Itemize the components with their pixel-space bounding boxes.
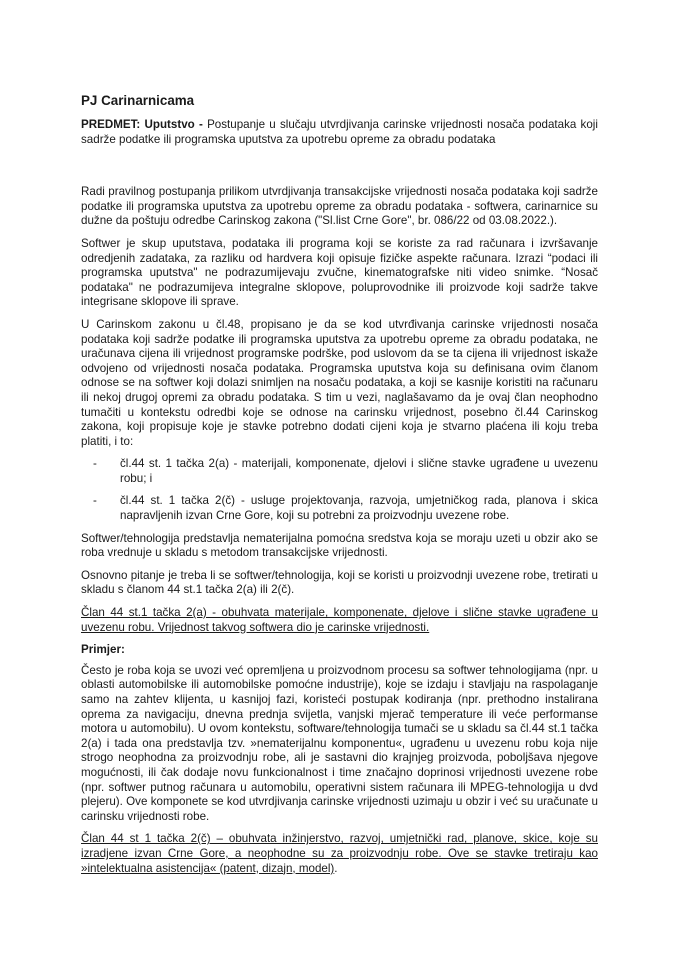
list-item-text: čl.44 st. 1 tačka 2(č) - usluge projektovanja, razvoja, umjetničkog rada, planova i skica napravljenih izvan Crne Gore, koji su potrebni za proizvodnju uvezene robe.: [120, 494, 598, 523]
list-item-text: čl.44 st. 1 tačka 2(a) - materijali, komponenate, djelovi i slične stavke ugrađene u uvezenu robu; i: [120, 457, 598, 485]
subject-title: Uputstvo -: [144, 118, 203, 131]
underlined-article-2c-block: [81, 832, 598, 876]
underlined-article-2a: Član 44 st.1 tačka 2(a) - obuhvata materijale, komponenate, djelove i slične stavke ugrađene u uvezenu robu. Vrijednost takvog softwera dio je carinske vrijednosti.: [81, 606, 598, 634]
subject-label: PREDMET:: [81, 118, 141, 131]
example-label: Primjer:: [81, 643, 125, 657]
article-44-list: [81, 457, 598, 523]
list-item: [81, 457, 598, 486]
list-item: [81, 494, 598, 523]
subject-line: [81, 118, 598, 147]
list-dash: -: [93, 494, 97, 508]
subject-text: Postupanje u slučaju utvrdjivanja carinske vrijednosti nosača podataka koji sadrže podatke ili programska uputstva za upotrebu opreme za obradu podataka: [81, 118, 598, 146]
list-dash: -: [93, 457, 97, 471]
paragraph-intangible-assets: Softwer/tehnologija predstavlja nematerijalna pomoćna sredstva koja se moraju uzeti u obzir ako se roba vrednuje u skladu s metodom transakcijske vrijednosti.: [81, 531, 598, 560]
paragraph-software-definition: Softwer je skup uputstava, podataka ili programa koji se koriste za rad računara i izvršavanje odredjenih zadataka, za razliku od hardvera koji opisuje fizičke aspekte računara. Izrazi “podaci ili programska uputstva" ne podrazumijevaju zvučne, kinematografske niti video snimke. “Nosač podataka" ne podrazumijeva integralne sklopove, poluprovodnike ili proizvode koji sadrže takve integrisane sklopove ili sprave.: [81, 236, 598, 309]
paragraph-basic-question: Osnovno pitanje je treba li se softwer/tehnologija, koji se koristi u proizvodnji uvezene robe, tretirati u skladu s članom 44 st.1 tačka 2(a) ili 2(č).: [81, 568, 598, 597]
example-text: Često je roba koja se uvozi već opremljena u proizvodnom procesu sa softwer tehnologijama (npr. u oblasti automobilske ili automobilske pomoćne industrije), koje se izdaju i stavljaju na raspolaganje samo na zahtev klijenta, u kasnijoj fazi, koristeći postupak kodiranja (npr. prethodno instalirana oprema za navigaciju, dnevna prednja svijetla, vanjski mjerač temperature ili veće performanse motora u automobilu). U ovom kontekstu, software/tehnologija tumači se u skladu sa čl.44 st.1 tačka 2(a) i tada ona predstavlja tzv. »nematerijalnu komponentu«, ugrađenu u uvezenu robu koja nije strogo neophodna za proizvodnju robe, ali je sastavni dio krajnjeg proizvoda, poboljšava njegove mogućnosti, ili čak dodaje novu funkcionalnost i time značajno doprinosi vrijednosti uvezene robe (npr. softwer putnog računara u automobilu, operativni sistem računara ili MPEG-tehnologija u dvd plejeru). Ove komponete se kod utvrdjivanja carinske vrijednosti uzimaju u obzir i već su uračunate u carinsku vrijednosti robe.: [81, 663, 598, 823]
paragraph-article-48: U Carinskom zakonu u čl.48, propisano je da se kod utvrđivanja carinske vrijednosti nosača podataka koji sadrže podatke ili programska uputstva za upotrebu opreme za obradu podataka, ne uračunava cijena ili vrijednost programske podrške, pod uslovom da se ta cijena ili vrijednost iskaže odvojeno od vrijednosti nosača podataka. Programska uputstva koja su definisana ovim članom odnose se na softwer koji dolazi snimljen na nosaču podataka, a koji se kasnije koristiti na računaru ili nekoj drugoj opremi za obradu podataka. S tim u vezi, naglašavamo da je ovaj član neophodno tumačiti u kontekstu odredbi koje se odnose na carinsku vrijednost, posebno čl.44 Carinskog zakona, koji propisuje koje je stavke potrebno dodati cijeni koja je stvarno plaćena ili koju treba platiti, i to:: [81, 317, 598, 448]
underlined-article-2c: Član 44 st 1 tačka 2(č) – obuhvata inžinjerstvo, razvoj, umjetnički rad, planove, skice, koje su izradjene izvan Crne Gore, a neophodne su za proizvodnju robe. Ove se stavke tretiraju kao »intelektualna asistencija« (patent, dizajn, model): [81, 832, 598, 875]
paragraph-intro: Radi pravilnog postupanja prilikom utvrdjivanja transakcijske vrijednosti nosača podataka koji sadrže podatke ili programska uputstva za upotrebu opreme za obradu podataka - softwera, carinarnice su dužne da poštuju odredbe Carinskog zakona ("Sl.list Crne Gore", br. 086/22 od 03.08.2022.).: [81, 185, 598, 228]
document-heading: PJ Carinarnicama: [81, 93, 195, 108]
underlined-article-2c-tail: .: [334, 861, 338, 875]
document-page: [81, 93, 598, 884]
